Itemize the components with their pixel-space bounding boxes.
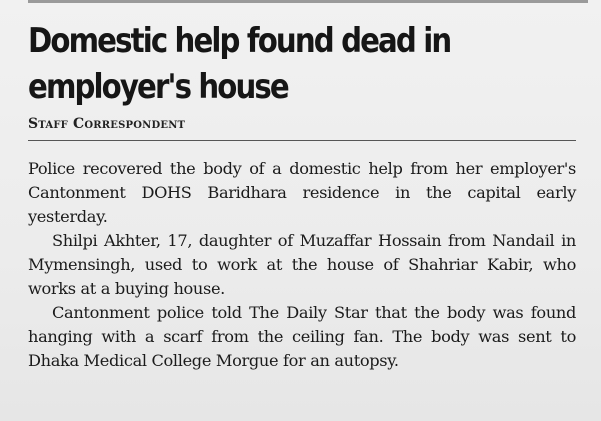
byline-divider — [28, 140, 576, 141]
paragraph-3: Cantonment police told The Daily Star that the body was found hanging with a scarf from the ceiling fan. The body was sent to Dhaka Medical College Morgue for an autopsy. — [28, 303, 576, 370]
article-body — [28, 157, 576, 373]
headline — [28, 18, 515, 110]
headline-line-1: Domestic help found dead in — [28, 21, 451, 61]
news-article — [28, 18, 594, 373]
paragraph-1: Police recovered the body of a domestic help from her employer's Cantonment DOHS Baridhara residence in the capital early yesterday. — [28, 159, 576, 226]
top-rule — [28, 0, 588, 3]
headline-line-2: employer's house — [28, 67, 288, 107]
paragraph-2: Shilpi Akhter, 17, daughter of Muzaffar Hossain from Nandail in Mymensingh, used to work at the house of Shahriar Kabir, who works at a buying house. — [28, 231, 576, 298]
byline: Staff Correspondent — [28, 116, 186, 132]
